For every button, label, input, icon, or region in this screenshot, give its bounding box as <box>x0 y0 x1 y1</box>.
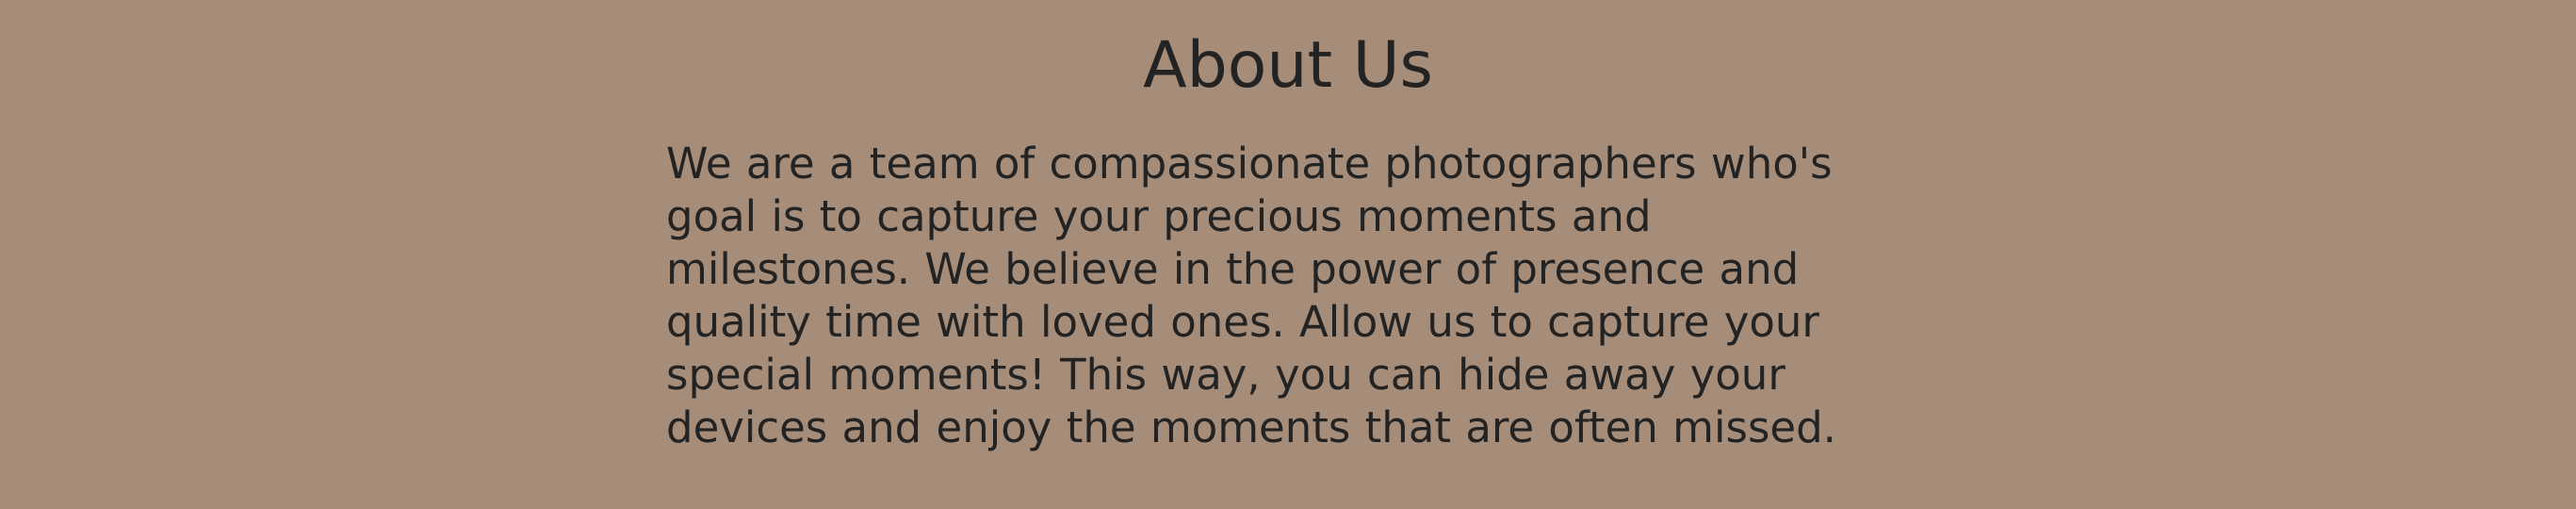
about-title: About Us <box>1143 28 1433 103</box>
about-description: We are a team of compassionate photographers who's goal is to capture your precious moments and milestones. We believe in the power of presence and quality time with loved ones. Allow us to capture your special moments! This way, you can hide away your devices and enjoy the moments that are often missed. <box>666 139 1836 452</box>
